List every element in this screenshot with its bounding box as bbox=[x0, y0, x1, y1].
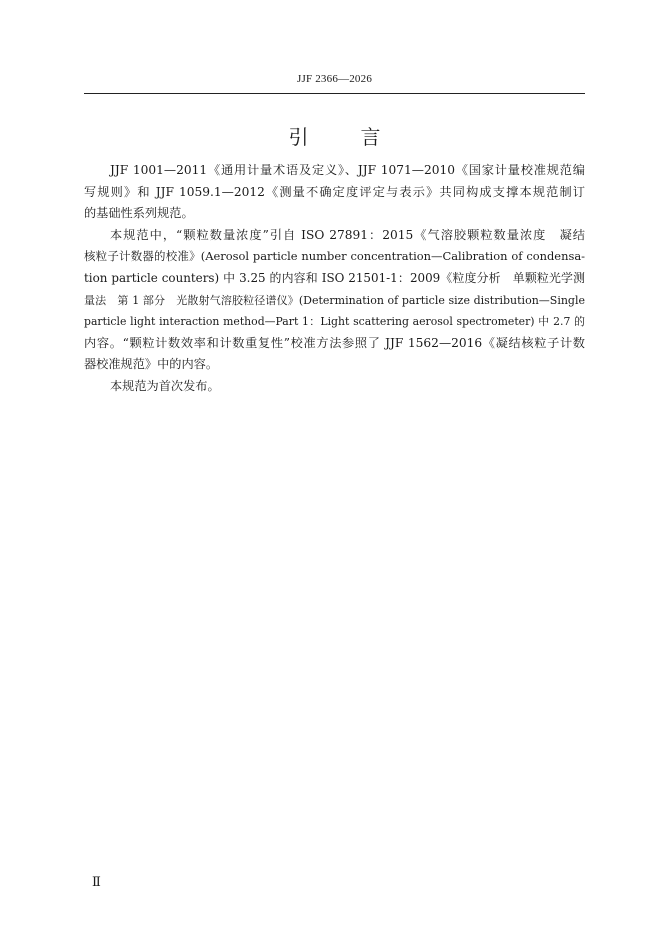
paragraph-line: tion particle counters) 中 3.25 的内容和 ISO 21501-1：2009《粒度分析 单颗粒光学测 bbox=[84, 270, 585, 285]
title-char-1: 引 bbox=[288, 125, 309, 149]
paragraph-line: particle light interaction method—Part 1：Light scattering aerosol spectrometer) 中 2.7 的 bbox=[84, 315, 585, 329]
paragraph-line: 核粒子计数器的校准》(Aerosol particle number concentration—Calibration of condensa- bbox=[84, 249, 585, 264]
paragraph-1 bbox=[84, 160, 585, 225]
paragraph-line: 写规则》和 JJF 1059.1—2012《测量不确定度评定与表示》共同构成支撑本规范制订 bbox=[84, 184, 585, 199]
paragraph-line: 内容。“颗粒计数效率和计数重复性”校准方法参照了 JJF 1562—2016《凝结核粒子计数 bbox=[84, 335, 585, 350]
paragraph-line: 本规范为首次发布。 bbox=[110, 378, 220, 393]
paragraph-line: JJF 1001—2011《通用计量术语及定义》、JJF 1071—2010《国家计量校准规范编 bbox=[110, 163, 585, 177]
page-number: Ⅱ bbox=[92, 874, 101, 889]
paragraph-line: 量法 第 1 部分 光散射气溶胶粒径谱仪》(Determination of particle size distribution—Single bbox=[84, 293, 585, 307]
header-rule bbox=[84, 93, 585, 94]
body-text bbox=[84, 160, 585, 398]
running-header bbox=[84, 73, 585, 85]
title-char-2: 言 bbox=[360, 125, 381, 149]
section-title bbox=[84, 121, 585, 150]
paragraph-2 bbox=[84, 225, 585, 376]
paragraph-3 bbox=[84, 376, 585, 398]
paragraph-line: 本规范中，“颗粒数量浓度”引自 ISO 27891：2015《气溶胶颗粒数量浓度 凝结 bbox=[110, 227, 585, 242]
standard-code: JJF 2366—2026 bbox=[296, 73, 373, 85]
paragraph-line: 的基础性系列规范。 bbox=[84, 206, 194, 221]
paragraph-line: 器校准规范》中的内容。 bbox=[84, 357, 219, 372]
